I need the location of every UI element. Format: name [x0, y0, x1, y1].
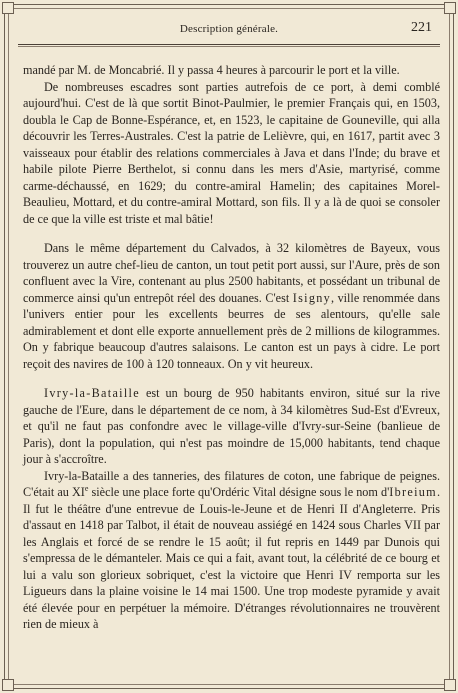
- place-name: Ivry-la-Bataille: [44, 386, 140, 400]
- body-text: [23, 62, 440, 633]
- paragraph-text: De nombreuses escadres sont parties autrefois de ce port, à demi comblé aujourd'hui. C'est de là que sortit Binot-Paulmier, le premier Français qui, en 1503, doubla le Cap de Bonne-Espérance, et, en 1523, le capitaine de Gouneville, qui alla découvrir les Terres-Australes. C'est la patrie de Lelièvre, qui, en 1617, partit avec 3 vaisseaux pour établir des relations commerciales à Java et dans l'Inde; du brave et habile pilote Pierre Berthelot, si connu dans les mers d'Asie, martyrisé, comme carme-déchaussé, en 1629; du contre-amiral Hamelin; des capitaines Morel-Beaulieu, Mottard, et du contre-amiral Mottard, son fils. Il y a là de quoi se consoler de ce que la ville est triste et mal bâtie!: [23, 79, 440, 226]
- place-name: Ibreium: [389, 485, 437, 499]
- place-name: Isigny: [292, 290, 332, 305]
- paragraph-text: . Il fut le théâtre d'une entrevue de Louis-le-Jeune et de Henri II d'Angleterre. Pris d'assaut en 1418 par Talbot, il était de nouveau assiégé en 1424 sous Charles VII par les Anglais et forcé de se rendre le 15 août; il fut repris en 1449 par Dunois qui s'empressa de le démanteler. Mais ce qui a fait, avant tout, la célébrité de ce bourg et lui a valu son glorieux sobriquet, c'est la victoire que Henri IV remporta sur les Ligueurs dans la plaine voisine le 14 mai 1500. Une trop modeste pyramide y avait été élevée pour en perpétuer la mémoire. D'étranges révolutionnaires ne trouvèrent rien de mieux à: [23, 485, 440, 631]
- corner-ornament: [444, 679, 456, 691]
- paragraph: [23, 385, 440, 468]
- page-header: [20, 18, 438, 40]
- paragraph-text: est un bourg de 950 habitants environ, situé sur la rive gauche de l'Eure, dans le département de ce nom, à 34 kilomètres Sud-Est d'Evreux, et qu'il ne faut pas confondre avec le village-ville d'Ivry-sur-Seine (banlieue de Paris), dont la population, qui n'est pas moindre de 15,000 habitants, tend chaque jour à s'accroître.: [23, 386, 440, 466]
- paragraph: [23, 62, 440, 79]
- paragraph-text: siècle une place forte qu'Ordéric Vital désigne sous le nom d': [88, 485, 390, 499]
- superscript: e: [84, 483, 89, 493]
- paragraph-text: Dans le même département du Calvados, à 32 kilomètres de Bayeux, vous trouverez un autre chef-lieu de canton, un tout petit port aussi, sur l'Aure, près de son confluent avec la Vire, contenant au plus 2500 habitants, et possédant un tribunal de commerce ainsi qu'un entrepôt réel des douanes.: [23, 241, 440, 305]
- page-number: 221: [411, 20, 432, 35]
- paragraph-text: , ville renommée dans l'univers entier pour les excellents beurres de ses alentours, qu'elle sale admirablement et dont elle exporte annuellement près de 2 millions de kilogrammes. On y fabrique beaucoup d'autres salaisons. Le canton est un pays à cidre. Le port reçoit des navires de 100 à 120 tonneaux. On y vit heureux.: [23, 290, 441, 371]
- section-gap: [23, 372, 440, 385]
- paragraph: [23, 468, 440, 633]
- paragraph: [23, 79, 440, 228]
- section-gap: [23, 227, 440, 240]
- header-rule: [18, 46, 440, 47]
- header-rule: [18, 44, 440, 45]
- corner-ornament: [444, 2, 456, 14]
- paragraph: [23, 240, 440, 372]
- corner-ornament: [2, 2, 14, 14]
- running-title: Description générale.: [179, 23, 279, 35]
- paragraph-text: C'est: [265, 290, 290, 305]
- paragraph-text: Ivry-la-Bataille a des tanneries, des filatures de coton, une fabrique de peignes. C'était au XI: [23, 468, 440, 499]
- paragraph-text: mandé par M. de Moncabrié. Il y passa 4 heures à parcourir le port et la ville.: [23, 63, 400, 77]
- corner-ornament: [2, 679, 14, 691]
